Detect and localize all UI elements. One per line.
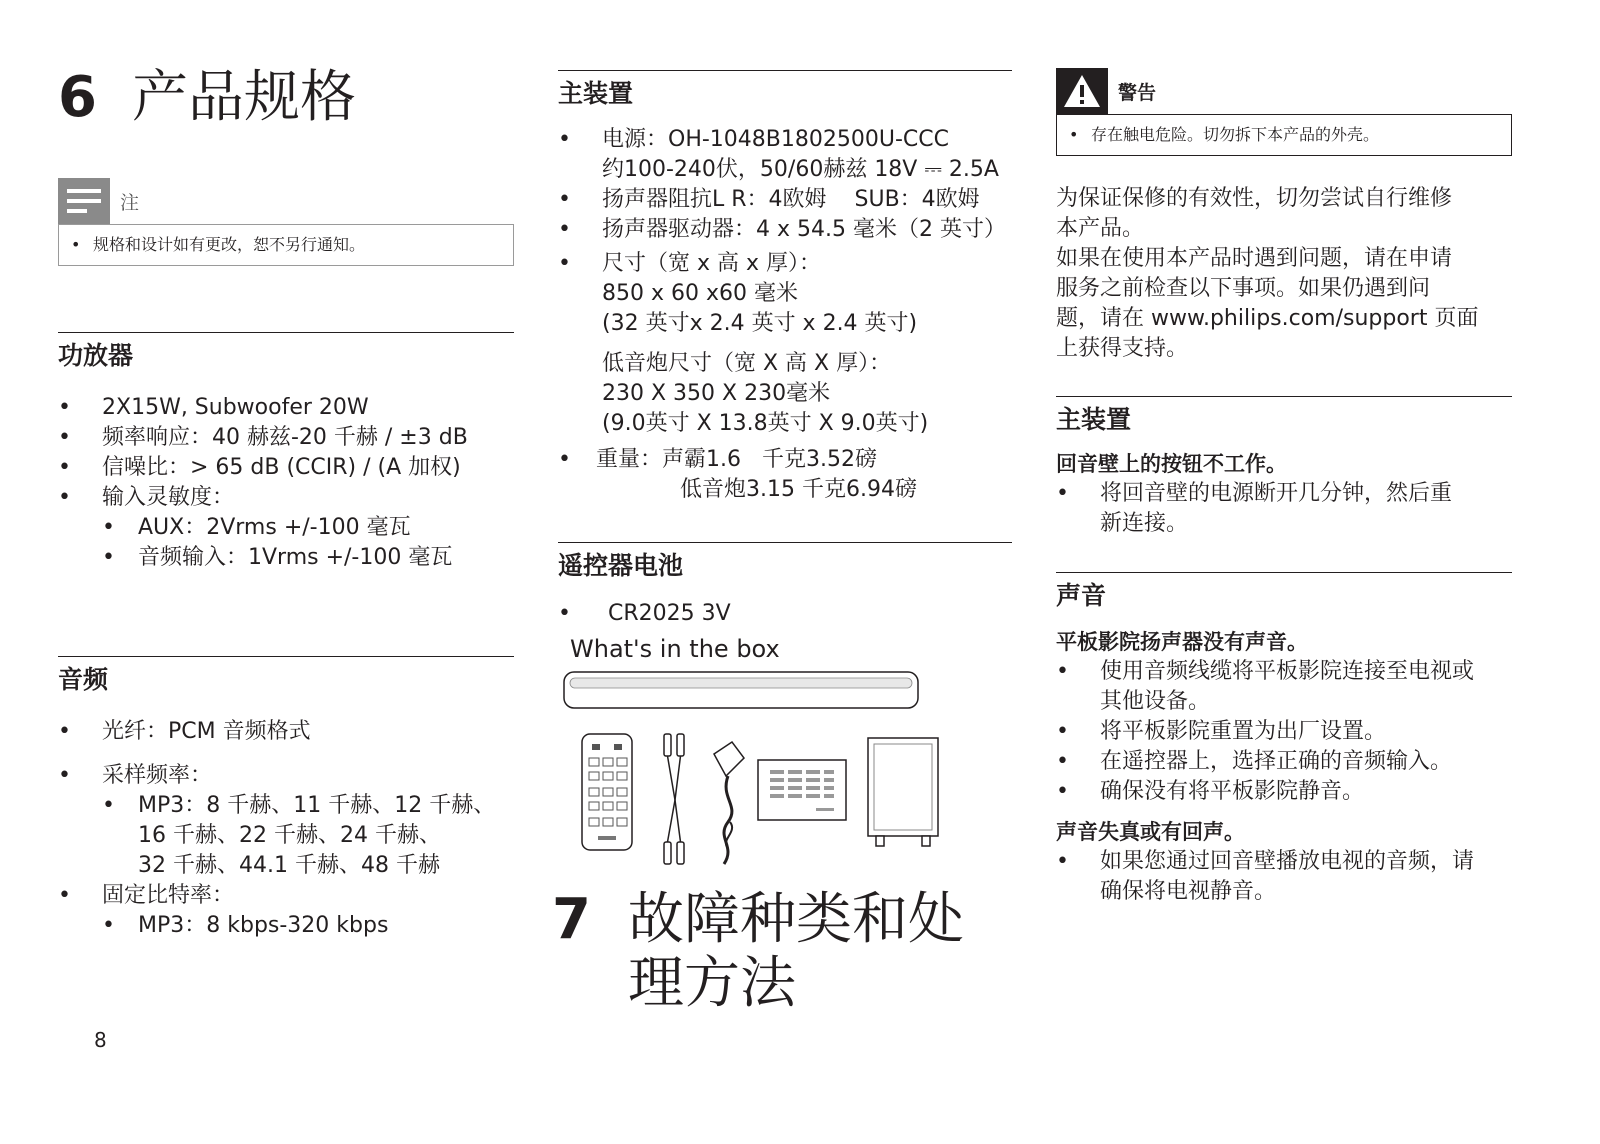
- chapter-7-title-line-2: 理方法: [628, 951, 796, 1016]
- sub-dimensions: [602, 349, 1012, 439]
- spec-power: [558, 125, 1012, 185]
- ts-main-unit-heading: 主装置: [1056, 405, 1132, 434]
- ts-sound-solution-1-line-2: 其他设备。: [1100, 689, 1211, 714]
- sampling-line-3: 32 千赫、44.1 千赫、48 千赫: [138, 853, 440, 878]
- intro-line-2: 本产品。: [1056, 216, 1145, 241]
- chapter-7-title-line-1: 故障种类和处: [628, 887, 964, 952]
- sub-dimensions-line-3: (9.0英寸 X 13.8英寸 X 9.0英寸): [602, 411, 929, 436]
- ts-sound-heading: 声音: [1056, 581, 1107, 610]
- sub-dimensions-line-1: 低音炮尺寸（宽 X 高 X 厚）：: [602, 351, 892, 376]
- audio-section: [58, 656, 514, 941]
- spec-impedance: • 扬声器阻抗L R：4欧姆 SUB：4欧姆: [558, 185, 1012, 215]
- amplifier-power: • 2X15W, Subwoofer 20W: [58, 393, 514, 423]
- amplifier-aux: • AUX：2Vrms +/-100 毫瓦: [102, 513, 514, 543]
- warning-icon: [1056, 68, 1108, 114]
- amplifier-heading: 功放器: [58, 341, 134, 370]
- chapter-7-heading: [552, 888, 964, 1016]
- sampling-line-1: MP3：8 千赫、11 千赫、12 千赫、: [138, 793, 496, 818]
- note-text: • 规格和设计如有更改，恕不另行通知。: [71, 233, 501, 257]
- remote-control-illustration: [580, 732, 636, 854]
- ts-sound-section: [1056, 572, 1512, 907]
- dimensions-line-3: (32 英寸x 2.4 英寸 x 2.4 英寸): [602, 311, 918, 336]
- audio-optical: • 光纤：PCM 音频格式: [58, 717, 514, 747]
- dimensions-line-1: 尺寸（宽 x 高 x 厚）：: [602, 251, 822, 276]
- main-unit-section: [558, 70, 1012, 505]
- spec-driver: • 扬声器驱动器：4 x 54.5 毫米（2 英寸）: [558, 215, 1012, 245]
- weight-line-2: 低音炮3.15 千克6.94磅: [680, 477, 917, 502]
- main-unit-heading: 主装置: [558, 79, 634, 108]
- amplifier-frequency: • 频率响应：40 赫兹-20 千赫 / ±3 dB: [58, 423, 514, 453]
- note-label: 注: [120, 191, 140, 214]
- audio-cable-illustration: [660, 730, 690, 870]
- audio-bitrate-mp3: • MP3：8 kbps-320 kbps: [102, 911, 514, 941]
- amplifier-audio-in: • 音频输入：1Vrms +/-100 毫瓦: [102, 543, 514, 573]
- intro-line-3: 如果在使用本产品时遇到问题，请在申请: [1056, 246, 1453, 271]
- audio-sampling-label: 采样频率：: [102, 763, 213, 788]
- dimensions-line-2: 850 x 60 x60 毫米: [602, 281, 798, 306]
- page-number: 8: [94, 1028, 107, 1052]
- ts-sound-problem-1: 平板影院扬声器没有声音。: [1056, 630, 1308, 654]
- audio-sampling: [58, 761, 514, 881]
- chapter-title: 产品规格: [132, 65, 356, 130]
- intro-line-5: 题，请在 www.philips.com/support 页面: [1056, 306, 1479, 331]
- amplifier-sensitivity: [58, 483, 514, 573]
- ts-sound-solution-4: • 确保没有将平板影院静音。: [1056, 777, 1512, 807]
- warning-label: 警告: [1118, 81, 1157, 104]
- audio-bitrate: [58, 881, 514, 941]
- intro-line-6: 上获得支持。: [1056, 336, 1189, 361]
- remote-battery-section: [558, 542, 1012, 629]
- amplifier-snr: • 信噪比：> 65 dB (CCIR) / (A 加权): [58, 453, 514, 483]
- note-box: [58, 178, 514, 266]
- audio-sampling-mp3: [102, 791, 514, 881]
- spec-weight: [558, 445, 1012, 505]
- power-line-1: 电源：OH-1048B1802500U-CCC: [602, 127, 949, 152]
- chapter-number: 6: [58, 65, 97, 130]
- subwoofer-illustration: [866, 736, 942, 850]
- ts-main-problem: 回音壁上的按钮不工作。: [1056, 452, 1287, 476]
- chapter-7-number: 7: [552, 887, 591, 952]
- audio-bitrate-label: 固定比特率：: [102, 883, 235, 908]
- remote-battery-heading: 遥控器电池: [558, 551, 684, 580]
- spec-dimensions: [558, 249, 1012, 439]
- weight-line-1: 重量：声霸1.6 千克3.52磅: [596, 447, 877, 472]
- ts-sound-solution-5-line-1: 如果您通过回音壁播放电视的音频，请: [1100, 849, 1475, 874]
- ts-sound-solution-5-line-2: 确保将电视静音。: [1100, 879, 1277, 904]
- whats-in-box-heading: What's in the box: [570, 635, 780, 663]
- ts-main-solution-line-2: 新连接。: [1100, 511, 1189, 536]
- warning-text: • 存在触电危险。切勿拆下本产品的外壳。: [1069, 123, 1499, 147]
- intro-line-4: 服务之前检查以下事项。如果仍遇到问: [1056, 276, 1431, 301]
- note-icon: [58, 178, 110, 224]
- chapter-6-heading: [58, 66, 356, 130]
- intro-line-1: 为保证保修的有效性，切勿尝试自行维修: [1056, 186, 1453, 211]
- soundbar-illustration: [562, 668, 922, 714]
- amplifier-section: [58, 332, 514, 573]
- ts-sound-solution-3: • 在遥控器上，选择正确的音频输入。: [1056, 747, 1512, 777]
- ts-sound-solution-2: • 将平板影院重置为出厂设置。: [1056, 717, 1512, 747]
- ts-sound-solution-5: [1056, 847, 1512, 907]
- ts-sound-solution-1: [1056, 657, 1512, 717]
- power-adapter-illustration: [706, 736, 750, 868]
- ts-sound-solution-1-line-1: 使用音频线缆将平板影院连接至电视或: [1100, 659, 1475, 684]
- ts-main-solution: [1056, 479, 1512, 539]
- ts-sound-problem-2: 声音失真或有回声。: [1056, 820, 1245, 844]
- ts-main-unit-section: [1056, 396, 1512, 539]
- remote-battery-item: • CR2025 3V: [558, 599, 1012, 629]
- troubleshooting-intro: [1056, 184, 1512, 364]
- power-line-2: 约100-240伏，50/60赫兹 18V ⎓ 2.5A: [602, 157, 999, 182]
- ts-main-solution-line-1: 将回音壁的电源断开几分钟，然后重: [1100, 481, 1453, 506]
- warning-box: [1056, 68, 1512, 156]
- amplifier-sensitivity-label: 输入灵敏度：: [102, 485, 235, 510]
- user-manual-illustration: [756, 756, 850, 824]
- sub-dimensions-line-2: 230 X 350 X 230毫米: [602, 381, 831, 406]
- sampling-line-2: 16 千赫、22 千赫、24 千赫、: [138, 823, 441, 848]
- audio-heading: 音频: [58, 665, 109, 694]
